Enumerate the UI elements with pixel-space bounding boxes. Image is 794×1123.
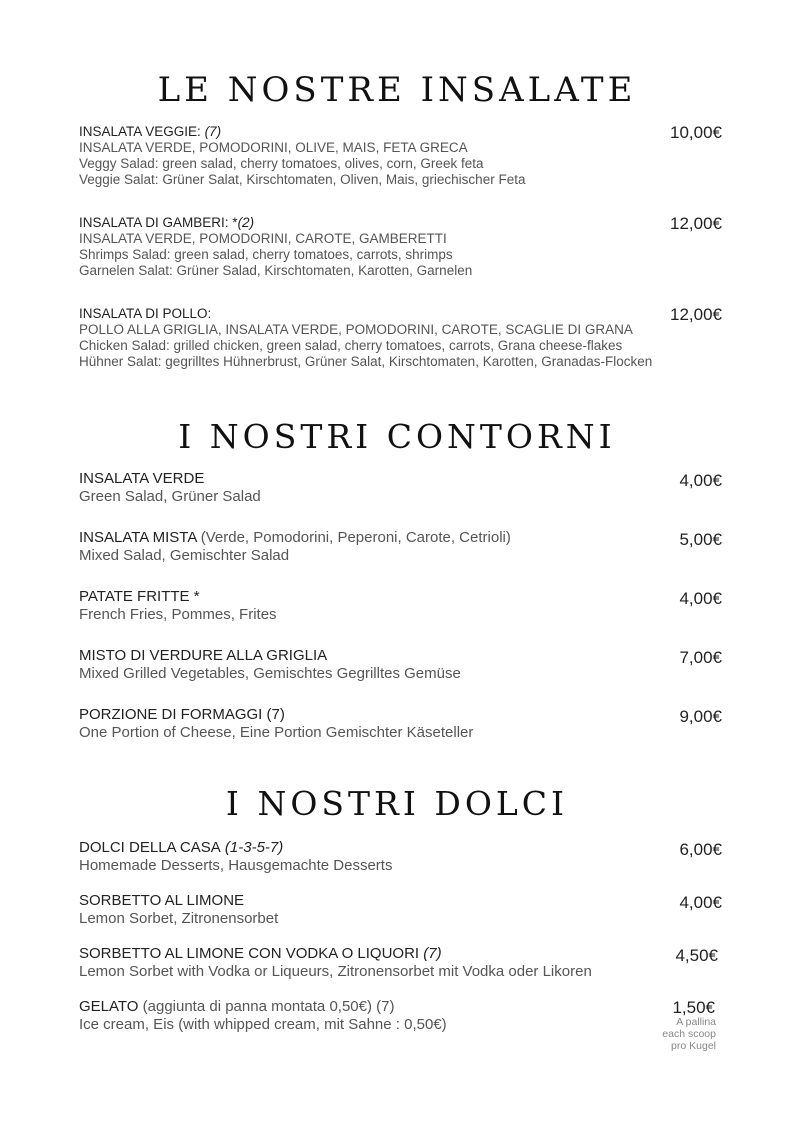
item-desc-de: Garnelen Salat: Grüner Salad, Kirschtomaten, Karotten, Garnelen (79, 263, 473, 278)
item-name: INSALATA DI GAMBERI: *(2) (79, 215, 255, 230)
item-desc: One Portion of Cheese, Eine Portion Gemischter Käseteller (79, 724, 474, 741)
item-desc-en: Shrimps Salad: green salad, cherry tomatoes, carrots, shrimps (79, 247, 453, 262)
item-price: 4,00€ (679, 471, 722, 490)
item-desc: Mixed Salad, Gemischter Salad (79, 547, 290, 564)
section-title-desserts: I NOSTRI DOLCI (225, 784, 569, 823)
menu-item-insalata-verde (79, 470, 729, 506)
item-desc-en: Veggy Salad: green salad, cherry tomatoes, olives, corn, Greek feta (79, 156, 484, 171)
item-price: 6,00€ (679, 840, 722, 859)
item-desc-de: Hühner Salat: gegrilltes Hühnerbrust, Grüner Salat, Kirschtomaten, Karotten, Granadas-Flocken (79, 354, 653, 369)
menu-item-insalata-gamberi (79, 215, 729, 279)
item-name: GELATO (aggiunta di panna montata 0,50€) (7) (79, 998, 395, 1015)
item-name: INSALATA VEGGIE: (7) (79, 124, 222, 139)
item-price: 12,00€ (670, 305, 722, 324)
item-name: INSALATA VERDE (79, 470, 205, 487)
item-name: MISTO DI VERDURE ALLA GRIGLIA (79, 647, 328, 664)
scoop-note (662, 1016, 716, 1052)
menu-item-insalata-mista (79, 529, 729, 565)
item-desc-de: Veggie Salat: Grüner Salat, Kirschtomaten, Oliven, Mais, griechischer Feta (79, 172, 526, 187)
item-price: 4,00€ (679, 589, 722, 608)
item-desc: Mixed Grilled Vegetables, Gemischtes Gegrilltes Gemüse (79, 665, 461, 682)
item-name: PORZIONE DI FORMAGGI (7) (79, 706, 285, 723)
menu-item-misto-verdure (79, 647, 729, 683)
item-desc: Green Salad, Grüner Salad (79, 488, 261, 505)
section-title-salads: LE NOSTRE INSALATE (157, 70, 637, 110)
menu-item-porzione-formaggi (79, 706, 729, 742)
menu-item-sorbetto-vodka (79, 945, 729, 981)
menu-item-dolci-casa (79, 839, 729, 875)
item-price: 7,00€ (679, 648, 722, 667)
menu-item-insalata-veggie (79, 124, 729, 188)
item-desc: Ice cream, Eis (with whipped cream, mit Sahne : 0,50€) (79, 1016, 447, 1033)
item-ingredients: INSALATA VERDE, POMODORINI, OLIVE, MAIS, FETA GRECA (79, 140, 468, 155)
item-desc: Homemade Desserts, Hausgemachte Desserts (79, 857, 393, 874)
item-desc: Lemon Sorbet, Zitronensorbet (79, 910, 279, 927)
item-name: SORBETTO AL LIMONE CON VODKA O LIQUORI (7) (79, 945, 442, 962)
scoop-note-de: pro Kugel (671, 1040, 716, 1052)
item-name: INSALATA DI POLLO: (79, 306, 212, 321)
item-name: DOLCI DELLA CASA (1-3-5-7) (79, 839, 284, 856)
item-price: 12,00€ (670, 214, 722, 233)
menu-item-patate-fritte (79, 588, 729, 624)
item-price: 4,50€ (675, 946, 718, 965)
item-price: 5,00€ (679, 530, 722, 549)
item-name: PATATE FRITTE * (79, 588, 200, 605)
item-desc: Lemon Sorbet with Vodka or Liqueurs, Zitronensorbet mit Vodka oder Likoren (79, 963, 592, 980)
menu-item-gelato (79, 998, 729, 1034)
scoop-note-en: each scoop (662, 1028, 716, 1040)
scoop-note-it: A pallina (676, 1016, 716, 1028)
item-name: SORBETTO AL LIMONE (79, 892, 245, 909)
item-name: INSALATA MISTA (Verde, Pomodorini, Peperoni, Carote, Cetrioli) (79, 529, 511, 546)
menu-item-sorbetto-limone (79, 892, 729, 928)
menu-item-insalata-pollo (79, 306, 729, 370)
item-desc: French Fries, Pommes, Frites (79, 606, 277, 623)
item-ingredients: INSALATA VERDE, POMODORINI, CAROTE, GAMBERETTI (79, 231, 447, 246)
item-price: 9,00€ (679, 707, 722, 726)
item-ingredients: POLLO ALLA GRIGLIA, INSALATA VERDE, POMODORINI, CAROTE, SCAGLIE DI GRANA (79, 322, 633, 337)
item-price: 4,00€ (679, 893, 722, 912)
section-title-sides: I NOSTRI CONTORNI (178, 417, 616, 456)
item-price: 1,50€ (672, 998, 715, 1017)
item-desc-en: Chicken Salad: grilled chicken, green salad, cherry tomatoes, carrots, Grana cheese-flakes (79, 338, 623, 353)
item-price: 10,00€ (670, 123, 722, 142)
